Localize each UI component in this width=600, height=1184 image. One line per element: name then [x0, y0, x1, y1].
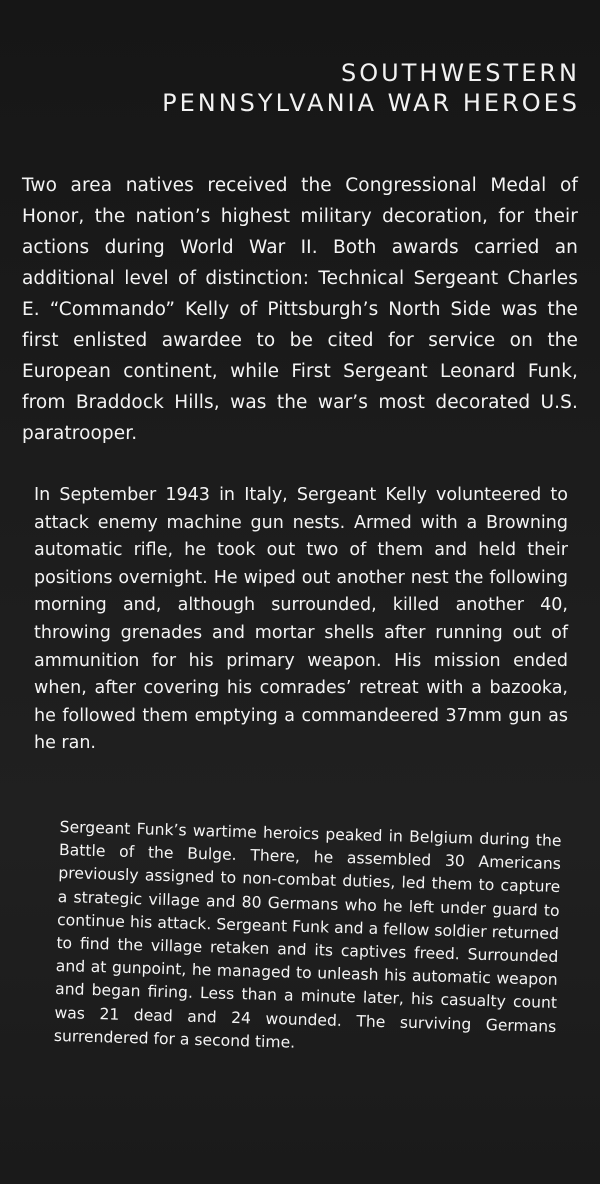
paragraph-kelly: In September 1943 in Italy, Sergeant Kelly volunteered to attack enemy machine gun nests. Armed with a Browning automatic rifle, he took out two of them and held their positions overnight. He wiped out another nest the following morning and, although surrounded, killed another 40, throwing grenades and mortar shells after running out of ammunition for his primary weapon. His mission ended when, after covering his comrades’ retreat with a bazooka, he followed them emptying a commandeered 37mm gun as he ran.: [34, 485, 568, 754]
sign-title: [162, 58, 580, 118]
paragraph-intro: Two area natives received the Congressional Medal of Honor, the nation’s highest military decoration, for their actions during World War II. Both awards carried an additional level of distinction: Technical Sergeant Charles E. “Commando” Kelly of Pittsburgh’s North Side was the first enlisted awardee to be cited for service on the European continent, while First Sergeant Leonard Funk, from Braddock Hills, was the war’s most decorated U.S. paratrooper.: [22, 175, 578, 444]
sign-title-line1: SOUTHWESTERN: [341, 59, 580, 87]
sign-title-line2: PENNSYLVANIA WAR HEROES: [162, 89, 580, 117]
paragraph-funk: Sergeant Funk’s wartime heroics peaked in Belgium during the Battle of the Bulge. There, he assembled 30 Americans previously assigned to non-combat duties, led them to capture a strategic village and 80 Germans who he left under guard to continue his attack. Sergeant Funk and a fellow soldier returned to find the village retaken and its captives freed. Surrounded and at gunpoint, he managed to unleash his automatic weapon and began firing. Less than a minute later, his casualty count was 21 dead and 24 wounded. The surviving Germans surrendered for a second time.: [53, 817, 562, 1052]
